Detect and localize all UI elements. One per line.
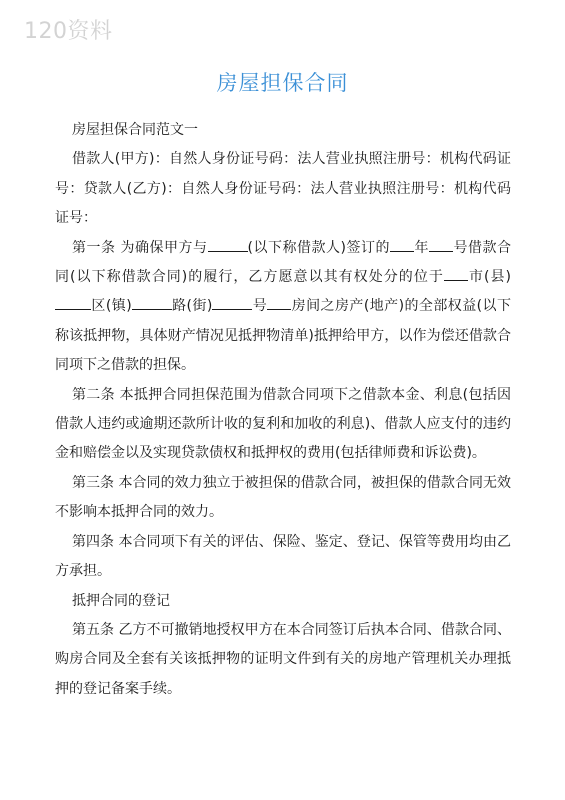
watermark-text: 120资料 [24,19,113,44]
article-1-text-g: 路(街) [171,298,213,315]
document-title: 房屋担保合同 [216,71,349,95]
article-1-text-f: 区(镇) [91,298,132,315]
article-1-text-i: 房间之房产(地产)的全部权益(以下称该抵押物，具体财产情况见抵押物清单)抵押给甲方，以作为偿还借款合同项下之借款的担保。 [55,298,511,374]
blank-field [208,237,248,252]
blank-field [429,237,453,252]
blank-field [55,295,91,310]
article-1-text-h: 号 [252,298,268,315]
blank-field [212,295,252,310]
article-1-text-d: 号借款合同(以下称借款合同)的履行，乙方愿意以其有权处分的位于 [55,239,512,286]
paragraph-article-3: 第三条 本合同的效力独立于被担保的借款合同，被担保的借款合同无效不影响本抵押合同的效力。 [55,474,511,521]
paragraph-parties: 借款人(甲方)：自然人身份证号码：法人营业执照注册号：机构代码证号：贷款人(乙方)：自然人身份证号码：法人营业执照注册号：机构代码证号： [55,151,511,227]
article-1-text-a: 第一条 为确保甲方与 [72,239,208,256]
paragraph-section-heading: 抵押合同的登记 [72,592,170,609]
article-1-text-b: (以下称借款人)签订的 [247,239,390,256]
document-body [55,116,511,704]
blank-field [444,266,468,281]
paragraph-article-5: 第五条 乙方不可撤销地授权甲方在本合同签订后执本合同、借款合同、购房合同及全套有关该抵押物的证明文件到有关的房地产管理机关办理抵押的登记备案手续。 [55,621,511,697]
article-1-text-c: 年 [413,239,429,256]
blank-field [267,295,291,310]
blank-field [390,237,414,252]
paragraph-subtitle: 房屋担保合同范文一 [72,122,198,138]
blank-field [132,295,172,310]
article-1-text-e: 市(县) [467,269,511,286]
paragraph-article-4: 第四条 本合同项下有关的评估、保险、鉴定、登记、保管等费用均由乙方承担。 [55,533,511,580]
paragraph-article-1 [55,234,511,381]
paragraph-article-2: 第二条 本抵押合同担保范围为借款合同项下之借款本金、利息(包括因借款人违约或逾期还款所计收的复利和加收的利息)、借款人应支付的违约金和赔偿金以及实现贷款债权和抵押权的费用(包括律师费和诉讼费)。 [55,386,511,462]
